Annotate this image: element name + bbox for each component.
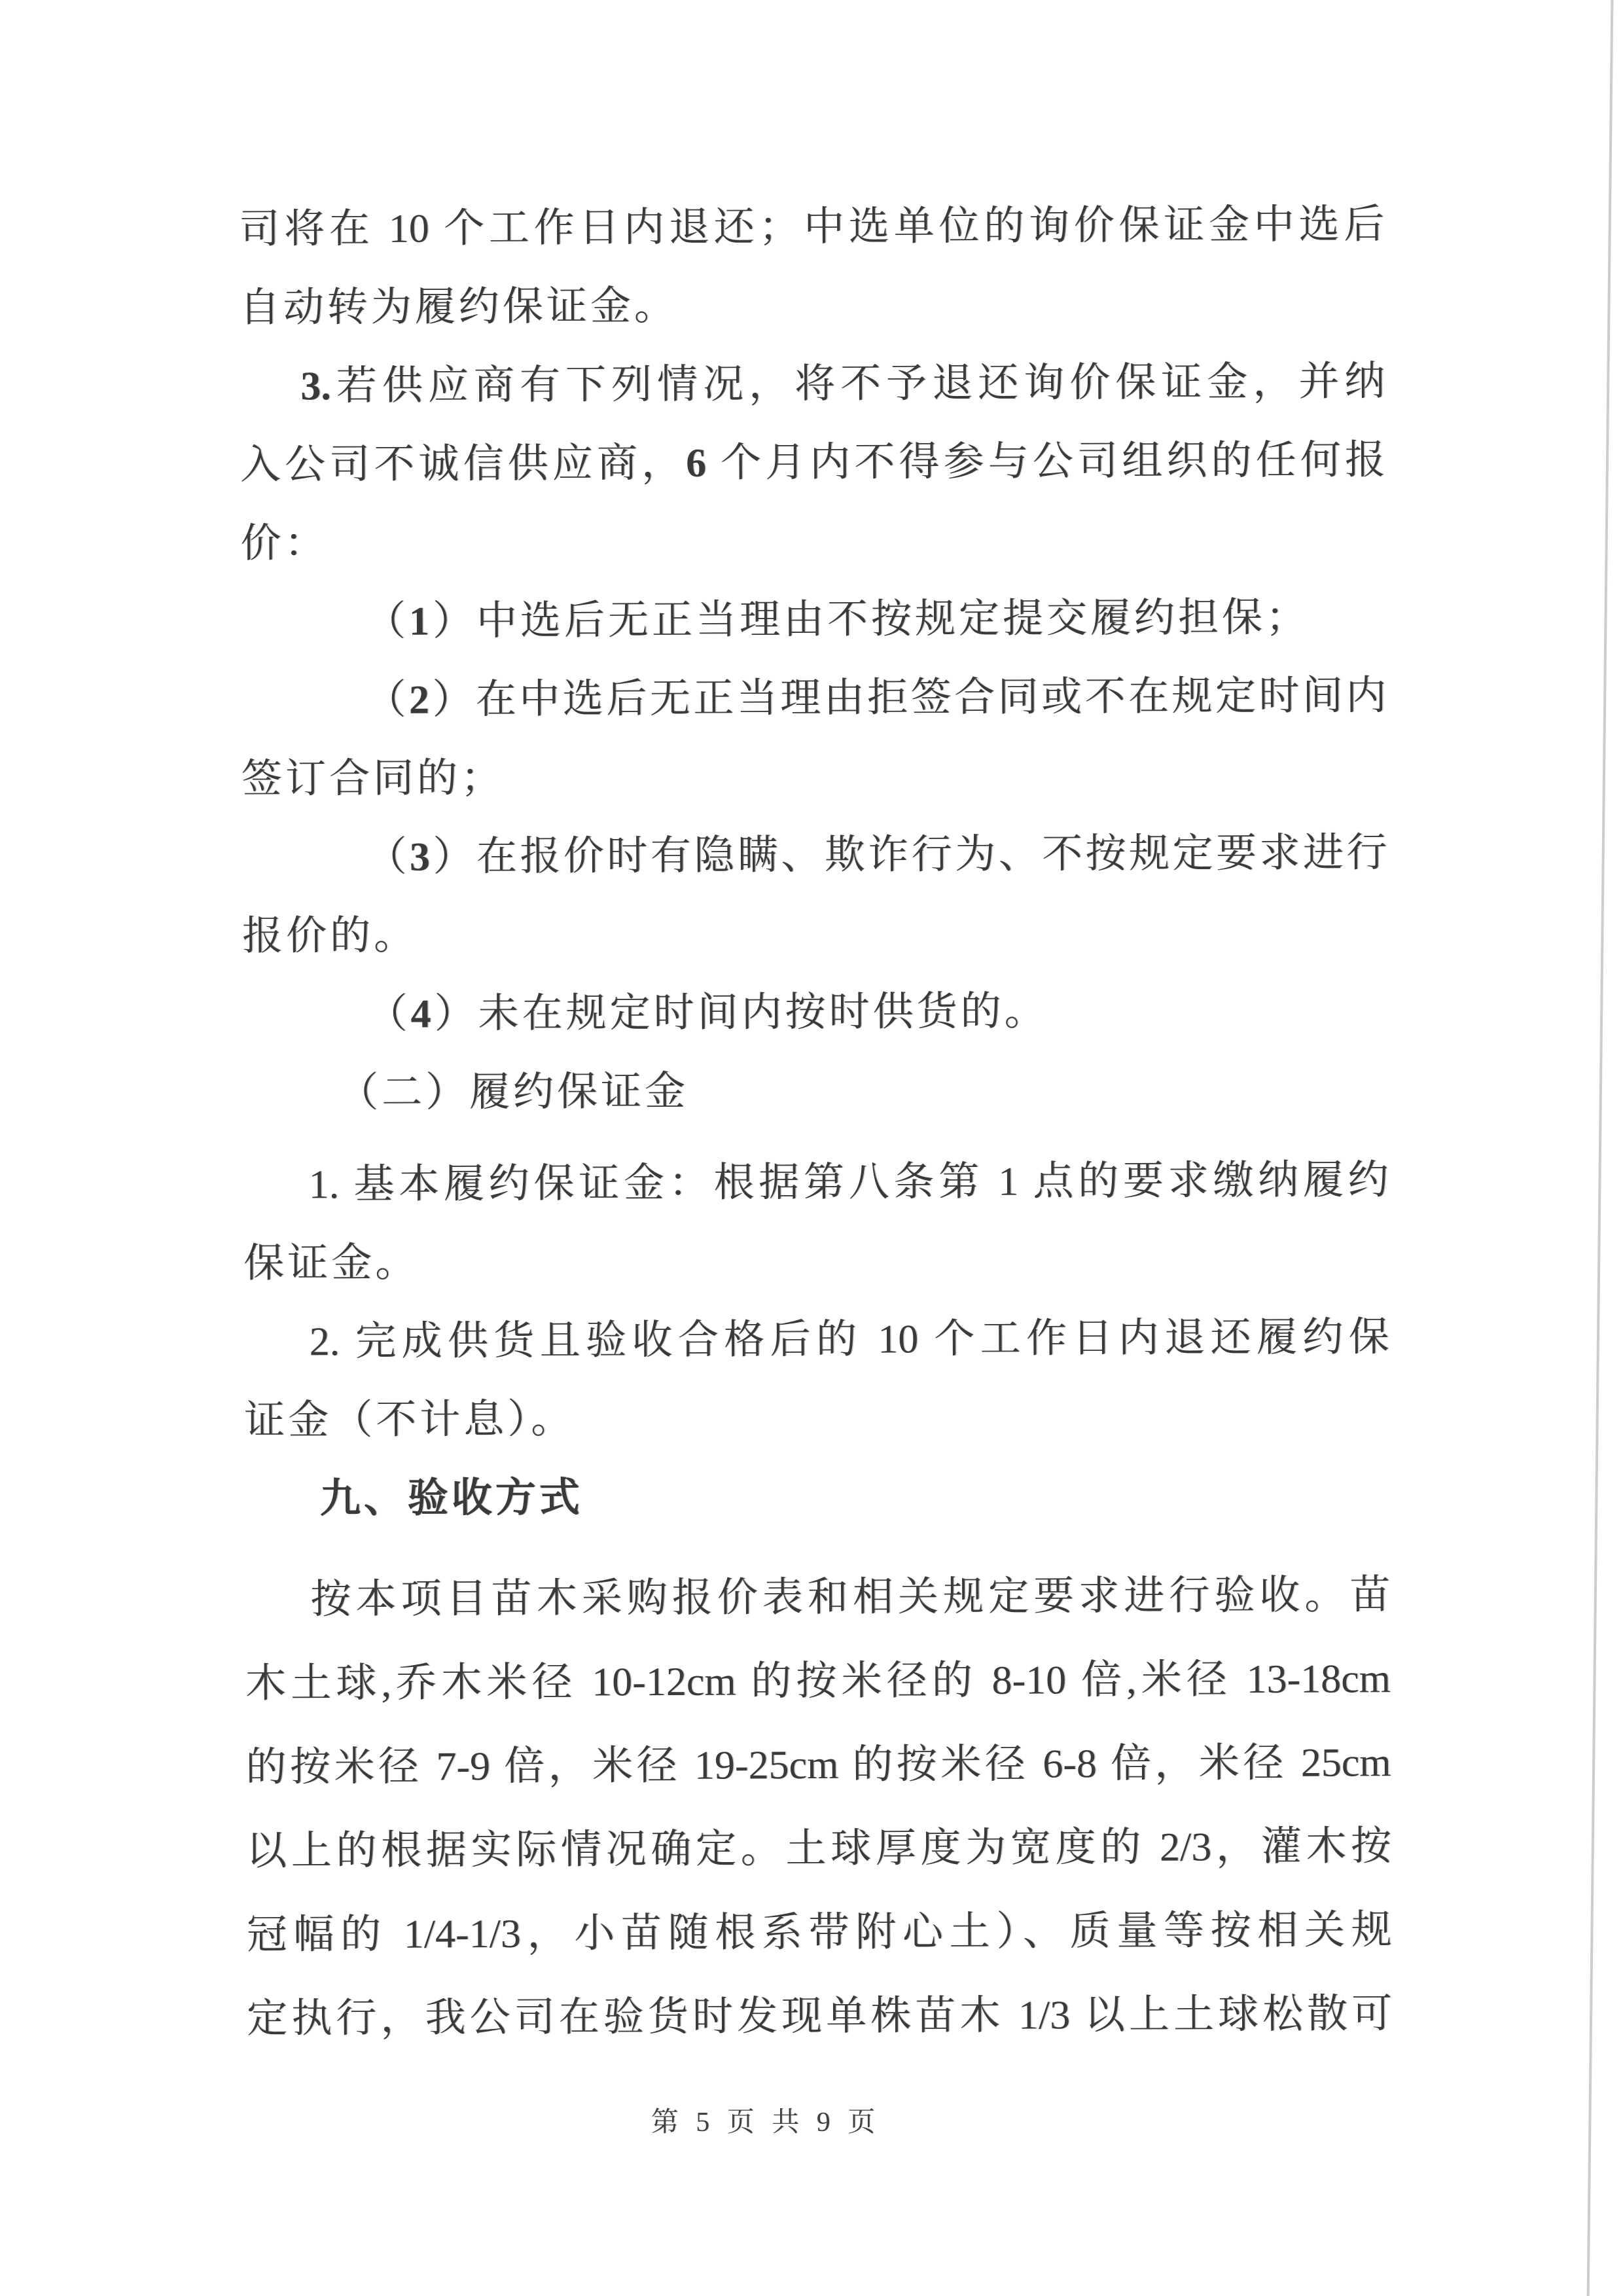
text-line <box>243 1141 1389 1225</box>
text-segment: 按本项目苗木采购报价表和相关规定要求进行验收。苗 <box>310 1573 1391 1623</box>
text-line <box>247 1972 1393 2061</box>
text-segment: ）在中选后无正当理由拒签合同或不在规定时间内 <box>429 673 1387 723</box>
bold-text-segment: 1 <box>408 599 433 644</box>
body-text <box>239 185 1392 2061</box>
text-line <box>243 1049 1389 1133</box>
text-segment: 报价的。 <box>241 913 418 959</box>
page-footer: 第 5 页 共 9 页 <box>651 2108 881 2138</box>
text-line <box>241 735 1387 819</box>
text-line <box>239 185 1385 269</box>
text-line <box>244 1455 1390 1539</box>
text-line <box>245 1553 1391 1642</box>
text-segment: （ <box>365 599 410 644</box>
bold-text-segment: 3 <box>409 834 431 880</box>
text-segment: 定执行，我公司在验货时发现单株苗木 1/3 以上土球松散可 <box>247 1992 1393 2041</box>
text-segment: ）未在规定时间内按时供货的。 <box>434 989 1048 1037</box>
text-segment: 证金（不计息）。 <box>244 1397 575 1443</box>
text-line <box>242 971 1388 1054</box>
text-line <box>243 1298 1389 1382</box>
text-segment: 个月内不得参与公司组织的任何报 <box>706 438 1385 486</box>
text-segment: 以上的根据实际情况确定。土球厚度为宽度的 2/3，灌木按 <box>245 1824 1392 1874</box>
text-line <box>240 421 1386 505</box>
text-segment: 入公司不诚信供应商， <box>240 440 687 488</box>
text-line <box>241 578 1387 662</box>
bold-text-segment: 九、验收方式 <box>319 1475 583 1522</box>
text-segment: 2. 完成供货且验收合格后的 10 个工作日内退还履约保 <box>309 1315 1389 1365</box>
text-segment: 的按米径 7-9 倍，米径 19-25cm 的按米径 6-8 倍，米径 25cm <box>245 1740 1391 1790</box>
text-segment: （ <box>365 677 410 723</box>
bold-text-segment: 3. <box>300 364 331 409</box>
text-segment: 1. 基本履约保证金：根据第八条第 1 点的要求缴纳履约 <box>308 1158 1389 1208</box>
text-line <box>241 656 1387 740</box>
text-line <box>246 1804 1392 1893</box>
bold-text-segment: 4 <box>410 992 435 1037</box>
text-line <box>240 264 1385 348</box>
text-segment: （ <box>366 992 411 1037</box>
text-segment: 自动转为履约保证金。 <box>239 283 678 331</box>
text-line <box>245 1637 1391 1726</box>
text-line <box>241 814 1387 897</box>
text-segment: 司将在 10 个工作日内退还；中选单位的询价保证金中选后 <box>239 202 1385 252</box>
text-line <box>240 342 1385 426</box>
text-segment: （ <box>366 834 410 880</box>
text-line <box>245 1721 1391 1810</box>
text-segment: 木土球,乔木米径 10-12cm 的按米径的 8-10 倍,米径 13-18cm <box>245 1657 1391 1706</box>
text-segment: 保证金。 <box>243 1240 419 1286</box>
text-segment: ）中选后无正当理由不按规定提交履约担保； <box>432 595 1310 644</box>
text-segment: ）在报价时有隐瞒、欺诈行为、不按规定要求进行 <box>429 831 1387 880</box>
text-line <box>240 499 1386 583</box>
text-segment: 签订合同的； <box>241 756 505 802</box>
bold-text-segment: 6 <box>686 440 707 486</box>
text-line <box>242 892 1388 976</box>
text-line <box>246 1888 1392 1977</box>
text-line <box>244 1376 1390 1460</box>
scan-page-edge-line <box>1586 0 1613 2296</box>
text-segment: 冠幅的 1/4-1/3，小苗随根系带附心土）、质量等按相关规 <box>246 1908 1392 1958</box>
text-segment: 价： <box>240 521 329 566</box>
text-line <box>243 1219 1389 1303</box>
bold-text-segment: 2 <box>408 677 430 723</box>
text-segment: （二）履约保证金 <box>337 1069 689 1116</box>
text-segment: 若供应商有下列情况，将不予退还询价保证金，并纳 <box>330 359 1385 409</box>
